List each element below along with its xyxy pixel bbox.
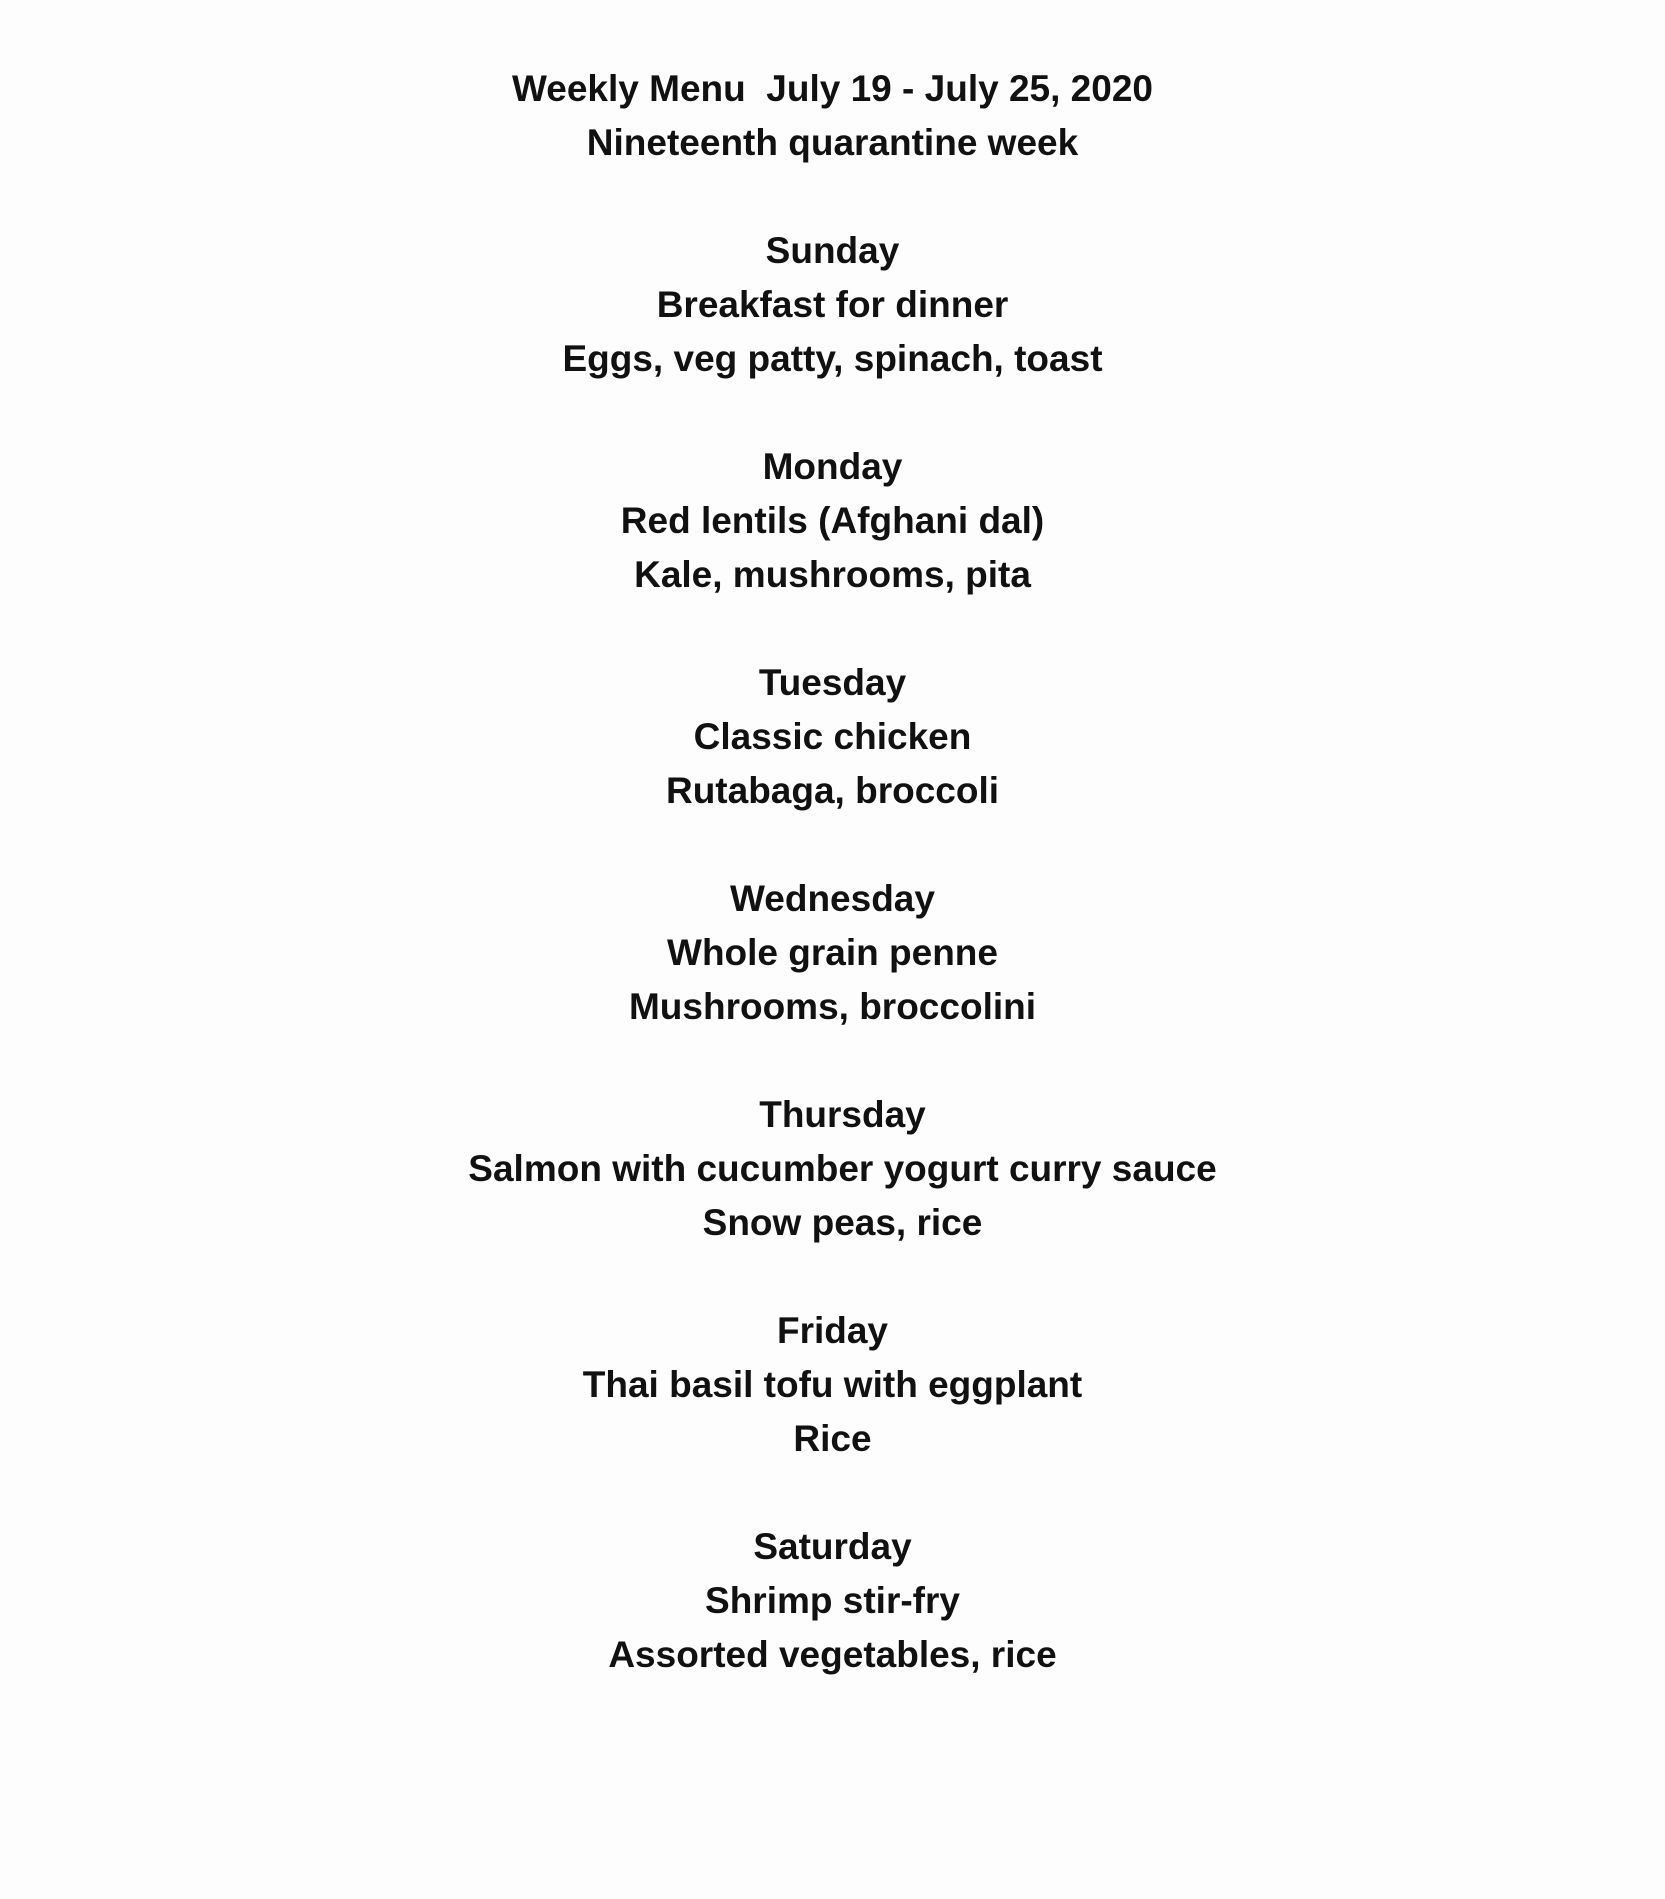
day-heading: Friday	[776, 1310, 889, 1351]
day-heading: Saturday	[753, 1526, 912, 1567]
day-block-monday	[0, 440, 1665, 602]
side-dishes: Rutabaga, broccoli	[665, 770, 1000, 811]
day-block-tuesday	[0, 656, 1665, 818]
day-block-thursday	[10, 1088, 1665, 1250]
day-heading: Sunday	[765, 230, 900, 271]
main-dish: Red lentils (Afghani dal)	[620, 500, 1045, 541]
menu-header	[0, 62, 1665, 170]
day-heading: Thursday	[759, 1094, 926, 1135]
main-dish: Shrimp stir-fry	[705, 1580, 960, 1621]
day-block-friday	[0, 1304, 1665, 1466]
day-block-sunday	[0, 224, 1665, 386]
side-dishes: Kale, mushrooms, pita	[634, 554, 1031, 595]
main-dish: Breakfast for dinner	[656, 284, 1009, 325]
main-dish: Classic chicken	[693, 716, 972, 757]
side-dishes: Mushrooms, broccolini	[628, 986, 1037, 1027]
day-block-saturday	[0, 1520, 1665, 1682]
day-heading: Monday	[762, 446, 903, 487]
main-dish: Salmon with cucumber yogurt curry sauce	[468, 1148, 1217, 1189]
side-dishes: Assorted vegetables, rice	[608, 1634, 1057, 1675]
page-subtitle: Nineteenth quarantine week	[586, 122, 1079, 163]
day-block-wednesday	[0, 872, 1665, 1034]
page-title: Weekly Menu July 19 - July 25, 2020	[512, 68, 1153, 109]
side-dishes: Rice	[793, 1418, 872, 1459]
day-heading: Wednesday	[730, 878, 935, 919]
menu-document	[0, 62, 1665, 1682]
side-dishes: Eggs, veg patty, spinach, toast	[562, 338, 1103, 379]
main-dish: Whole grain penne	[667, 932, 998, 973]
day-heading: Tuesday	[758, 662, 907, 703]
main-dish: Thai basil tofu with eggplant	[582, 1364, 1083, 1405]
side-dishes: Snow peas, rice	[702, 1202, 983, 1243]
